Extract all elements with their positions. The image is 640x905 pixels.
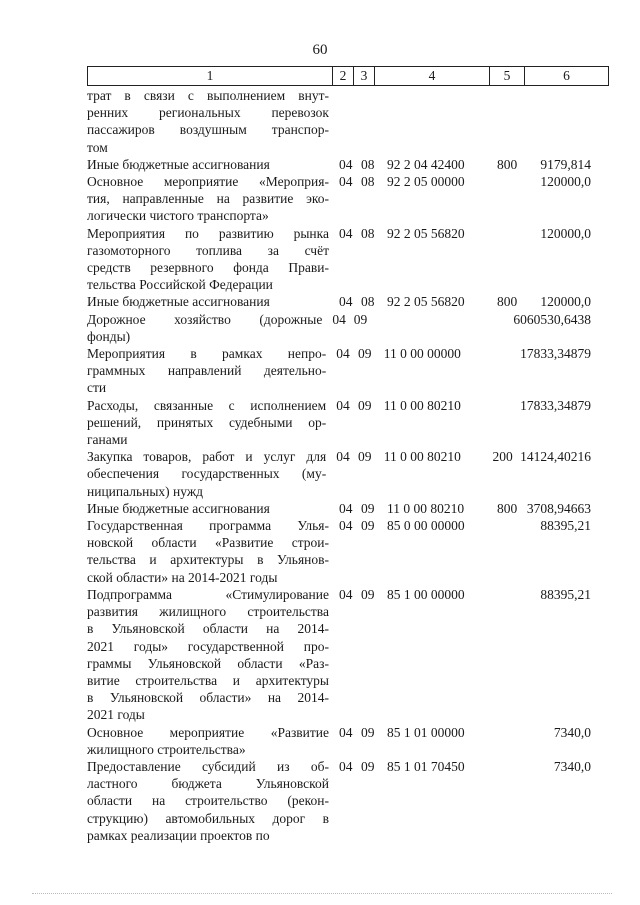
row-name-line: области на строительство (рекон-	[87, 793, 329, 809]
row-amount: 17833,34879	[520, 346, 591, 362]
row-target-code: 11 0 00 00000	[383, 346, 461, 362]
row-name	[87, 87, 335, 156]
row-target-code: 85 1 00 00000	[387, 586, 465, 602]
row-name-line: Расходы, связанные с исполнением	[87, 397, 327, 413]
row-subsection: 09	[361, 758, 375, 774]
row-name-line: Подпрограмма «Стимулирование	[87, 586, 329, 602]
row-name	[87, 724, 335, 758]
row-subsection: 08	[361, 174, 375, 190]
row-name-line: фонды)	[87, 328, 131, 344]
budget-table-body	[87, 87, 609, 844]
table-row	[87, 156, 609, 173]
row-name-line: тельства Российской Федерации	[87, 277, 273, 293]
row-subsection: 09	[357, 397, 372, 413]
table-row	[87, 586, 609, 724]
row-subsection: 09	[361, 724, 375, 740]
row-expense-type	[497, 517, 525, 586]
row-target-code: 92 2 05 56820	[387, 225, 465, 241]
row-target-code	[381, 87, 497, 156]
row-target-code: 85 0 00 00000	[387, 518, 465, 534]
row-name-line: ластного бюджета Ульяновской	[87, 776, 329, 792]
row-name-line: ской области» на 2014-2021 годы	[87, 569, 278, 585]
column-header-target-code: 4	[375, 67, 490, 85]
table-row	[87, 293, 609, 310]
table-row	[87, 345, 609, 397]
row-name	[87, 156, 335, 173]
row-expense-type	[492, 397, 520, 449]
table-row	[87, 758, 609, 844]
row-amount: 3708,94663	[526, 500, 591, 516]
row-amount: 17833,34879	[520, 397, 591, 413]
row-subsection: 08	[361, 225, 375, 241]
row-name-line: в Ульяновской области» на 2014-	[87, 690, 329, 706]
row-expense-type: 800	[497, 156, 518, 172]
row-subsection: 09	[353, 311, 368, 327]
row-section: 04	[339, 156, 353, 172]
row-name-line: пассажиров воздушным транспор-	[87, 122, 329, 138]
column-header-subsection: 3	[354, 67, 375, 85]
row-subsection: 08	[361, 156, 375, 172]
row-name-line: 2021 годы» государственной про-	[87, 638, 329, 654]
row-amount: 120000,0	[540, 174, 591, 190]
row-name-line: логически чистого транспорта»	[87, 208, 269, 224]
row-name-line: ренних региональных перевозок	[87, 105, 329, 121]
row-amount: 88395,21	[540, 586, 591, 602]
row-amount: 6060530,6438	[513, 311, 591, 327]
row-name-line: ниципальных) нужд	[87, 483, 204, 499]
row-section: 04	[339, 724, 353, 740]
row-name-line: 2021 годы	[87, 707, 145, 723]
row-amount: 7340,0	[553, 758, 591, 774]
row-subsection: 08	[361, 294, 375, 310]
row-subsection: 09	[357, 346, 372, 362]
row-name-line: Мероприятия по развитию рынка	[87, 225, 329, 241]
row-name	[87, 225, 335, 294]
row-name-line: ганами	[87, 432, 128, 448]
row-name-line: Закупка товаров, работ и услуг для	[87, 449, 327, 465]
row-subsection: 09	[361, 518, 375, 534]
row-target-code: 85 1 01 00000	[387, 724, 465, 740]
row-name-line: Иные бюджетные ассигнования	[87, 294, 270, 310]
row-expense-type	[497, 758, 525, 844]
row-section: 04	[339, 174, 353, 190]
row-section: 04	[336, 449, 350, 465]
row-name	[87, 397, 332, 449]
row-target-code: 92 2 04 42400	[387, 156, 465, 172]
row-name-line: трат в связи с выполнением внут-	[87, 88, 329, 103]
row-name-line: средств резервного фонда Прави-	[87, 260, 329, 276]
table-row	[87, 311, 609, 345]
row-target-code: 92 2 05 56820	[387, 294, 465, 310]
row-name-line: обеспечения государственных (му-	[87, 466, 327, 482]
row-name-line: струкцию) автомобильных дорог в	[87, 810, 329, 826]
row-amount: 14124,40216	[520, 449, 591, 465]
row-amount: 120000,0	[540, 294, 591, 310]
column-header-expense-type: 5	[490, 67, 525, 85]
row-name	[87, 586, 335, 724]
row-name-line: граммы Ульяновской области «Раз-	[87, 655, 329, 671]
row-name-line: тия, направленные на развитие эко-	[87, 191, 329, 207]
table-row	[87, 724, 609, 758]
row-name	[87, 517, 335, 586]
row-name-line: витие строительства и архитектуры	[87, 672, 329, 688]
row-name-line: Основное мероприятие «Развитие	[87, 724, 329, 740]
row-expense-type: 800	[497, 500, 518, 516]
table-row	[87, 517, 609, 586]
column-header-amount: 6	[563, 68, 570, 83]
row-target-code: 11 0 00 80210	[387, 500, 465, 516]
page-number: 60	[312, 42, 328, 58]
row-section: 04	[339, 294, 353, 310]
row-target-code: 85 1 01 70450	[387, 758, 465, 774]
row-name-line: Мероприятия в рамках непро-	[87, 346, 327, 362]
row-section: 04	[339, 758, 353, 774]
row-amount: 88395,21	[540, 518, 591, 534]
row-section: 04	[339, 225, 353, 241]
column-header-section: 2	[333, 67, 354, 85]
row-name-line: Предоставление субсидий из об-	[87, 758, 329, 774]
row-name-line: Иные бюджетные ассигнования	[87, 500, 270, 516]
row-expense-type: 800	[497, 294, 518, 310]
row-name-line: том	[87, 139, 108, 155]
row-name	[87, 500, 335, 517]
table-row	[87, 397, 609, 449]
row-expense-type	[497, 173, 525, 225]
row-amount	[525, 87, 609, 156]
row-name-line: новской области «Развитие строи-	[87, 535, 329, 551]
row-name	[87, 293, 335, 310]
row-section: 04	[339, 586, 353, 602]
row-section: 04	[336, 397, 350, 413]
row-name-line: Иные бюджетные ассигнования	[87, 156, 270, 172]
row-section	[335, 87, 361, 156]
row-expense-type	[497, 586, 525, 724]
table-header	[87, 66, 609, 86]
row-section: 04	[336, 346, 350, 362]
row-subsection: 09	[361, 586, 375, 602]
row-name-line: граммных направлений деятельно-	[87, 363, 327, 379]
row-target-code: 11 0 00 80210	[383, 397, 461, 413]
row-name-line: Государственная программа Улья-	[87, 518, 329, 534]
row-expense-type	[497, 87, 525, 156]
table-row	[87, 225, 609, 294]
row-expense-type	[492, 345, 520, 397]
row-name-line: рамках реализации проектов по	[87, 827, 270, 843]
column-header-name: 1	[88, 67, 333, 85]
row-subsection	[361, 87, 381, 156]
row-amount: 120000,0	[540, 225, 591, 241]
row-name-line: Дорожное хозяйство (дорожные	[87, 311, 323, 327]
table-row	[87, 173, 609, 225]
row-name-line: газомоторного топлива за счёт	[87, 242, 329, 258]
table-row	[87, 448, 609, 500]
row-name-line: в Ульяновской области на 2014-	[87, 621, 329, 637]
row-section: 04	[339, 500, 353, 516]
row-section: 04	[339, 518, 353, 534]
row-name-line: решений, принятых судебными ор-	[87, 414, 327, 430]
row-name-line: тельства и архитектуры в Ульянов-	[87, 552, 329, 568]
row-name-line: сти	[87, 380, 107, 396]
row-expense-type	[497, 225, 525, 294]
row-name	[87, 173, 335, 225]
row-name	[87, 448, 332, 500]
row-name-line: жилищного строительства»	[87, 741, 246, 757]
row-expense-type	[497, 724, 525, 758]
row-expense-type	[486, 311, 513, 345]
row-name-line: развития жилищного строительства	[87, 604, 329, 620]
row-expense-type: 200	[492, 449, 513, 465]
row-subsection: 09	[361, 500, 375, 516]
table-row	[87, 500, 609, 517]
row-name-line: Основное мероприятие «Мероприя-	[87, 174, 329, 190]
row-name	[87, 311, 328, 345]
row-amount: 9179,814	[540, 156, 591, 172]
row-target-code: 92 2 05 00000	[387, 174, 465, 190]
row-amount: 7340,0	[553, 724, 591, 740]
row-target-code: 11 0 00 80210	[383, 449, 461, 465]
row-subsection: 09	[357, 449, 372, 465]
row-target-code	[373, 311, 486, 345]
row-name	[87, 345, 332, 397]
table-row	[87, 87, 609, 156]
scan-edge-line	[32, 893, 612, 895]
row-name	[87, 758, 335, 844]
row-section: 04	[332, 311, 346, 327]
